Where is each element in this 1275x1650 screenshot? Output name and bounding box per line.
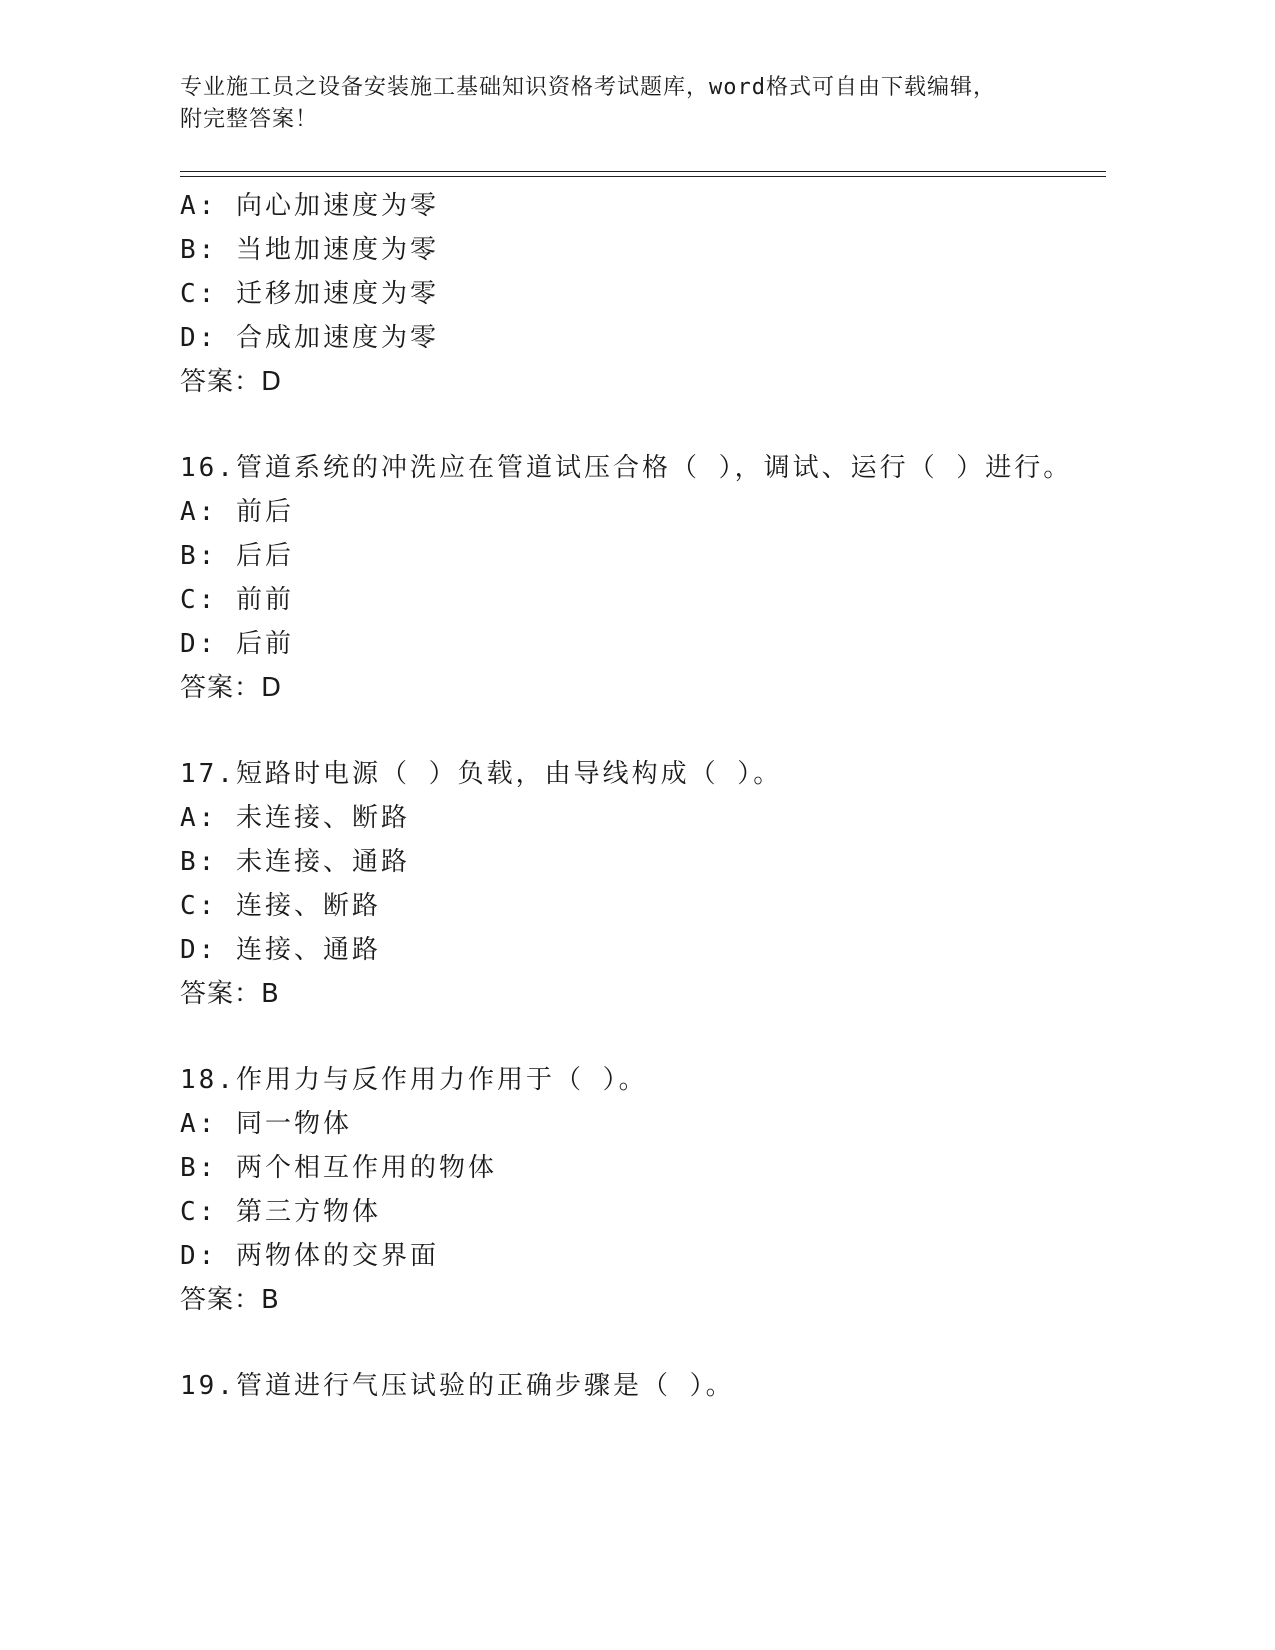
- option-c: C: 连接、断路: [180, 891, 381, 921]
- option-c: C: 前前: [180, 585, 294, 615]
- answer: 答案：D: [180, 367, 283, 397]
- option-a: A: 未连接、断路: [180, 803, 410, 833]
- option-d: D: 两物体的交界面: [180, 1241, 439, 1271]
- answer: 答案：D: [180, 673, 283, 703]
- question-15: [180, 184, 1106, 404]
- option-d: D: 后前: [180, 629, 294, 659]
- option-a: A: 前后: [180, 497, 294, 527]
- option-c: C: 第三方物体: [180, 1197, 381, 1227]
- header-line-1: 专业施工员之设备安装施工基础知识资格考试题库，word格式可自由下载编辑，: [180, 75, 996, 100]
- question-16: [180, 446, 1106, 710]
- question-text: 19.管道进行气压试验的正确步骤是（ ）。: [180, 1371, 735, 1401]
- question-17: [180, 752, 1106, 1016]
- answer: 答案：B: [180, 979, 280, 1009]
- question-text: 18.作用力与反作用力作用于（ ）。: [180, 1065, 648, 1095]
- question-list: [180, 184, 1106, 1408]
- option-d: D: 合成加速度为零: [180, 323, 439, 353]
- option-a: A: 同一物体: [180, 1109, 352, 1139]
- header-divider-top: [180, 171, 1106, 172]
- option-b: B: 后后: [180, 541, 294, 571]
- question-18: [180, 1058, 1106, 1322]
- question-19: [180, 1364, 1106, 1408]
- option-a: A: 向心加速度为零: [180, 191, 439, 221]
- option-d: D: 连接、通路: [180, 935, 381, 965]
- header-line-2: 附完整答案！: [180, 107, 319, 132]
- answer: 答案：B: [180, 1285, 280, 1315]
- option-c: C: 迁移加速度为零: [180, 279, 439, 309]
- option-b: B: 未连接、通路: [180, 847, 410, 877]
- option-b: B: 两个相互作用的物体: [180, 1153, 497, 1183]
- question-text: 16.管道系统的冲洗应在管道试压合格（ ），调试、运行（ ）进行。: [180, 453, 1073, 483]
- question-text: 17.短路时电源（ ）负载，由导线构成（ ）。: [180, 759, 783, 789]
- option-b: B: 当地加速度为零: [180, 235, 439, 265]
- document-header: [180, 72, 1080, 136]
- header-divider-bottom: [180, 176, 1106, 177]
